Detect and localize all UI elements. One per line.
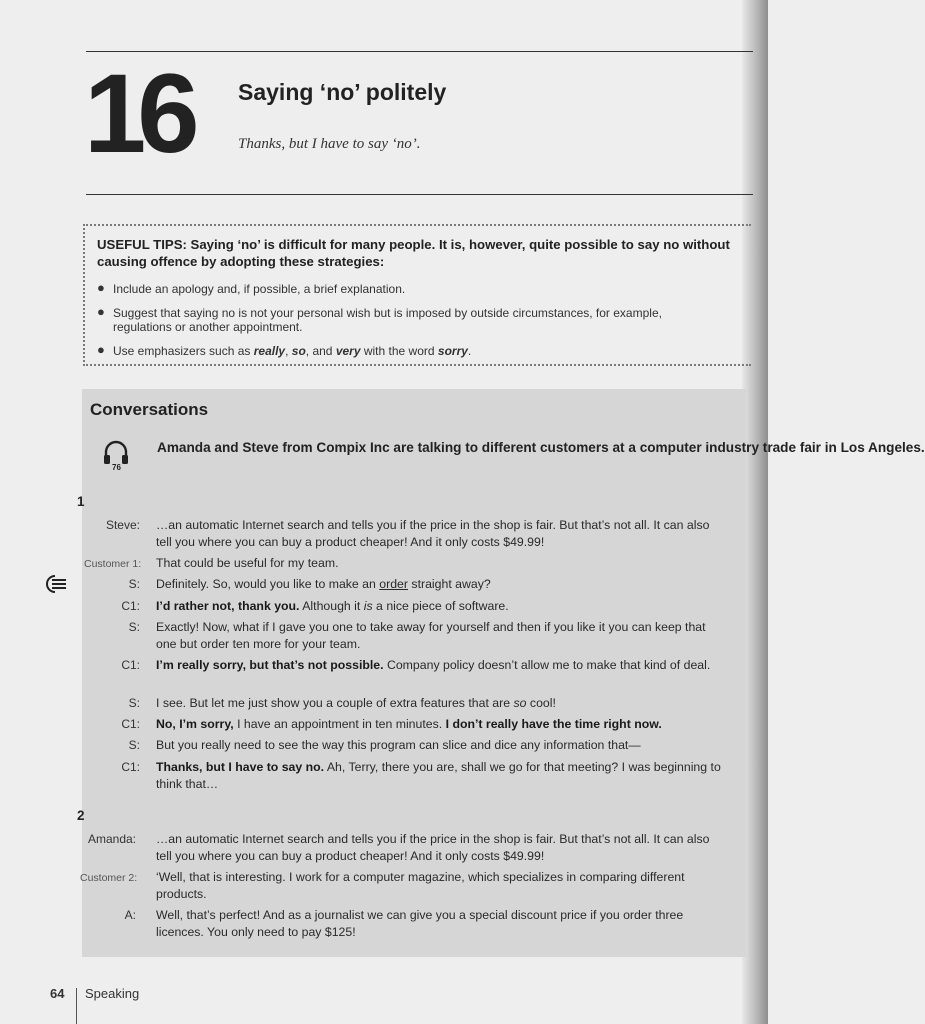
speaker-label: Amanda:	[87, 832, 136, 846]
speaker-label: Customer 1:	[84, 558, 142, 570]
chapter-subtitle: Thanks, but I have to say ‘no’.	[238, 136, 421, 152]
dialogue-line: No, I’m sorry, I have an appointment in ten minutes. I don’t really have the time right now.	[156, 717, 662, 731]
tip-item	[97, 344, 717, 358]
dialogue-line: Definitely. So, would you like to make an order straight away?	[156, 577, 491, 591]
tip-text: Use emphasizers such as really, so, and very with the word sorry.	[113, 344, 472, 358]
speaker-label: S:	[128, 738, 140, 752]
conversations-heading: Conversations	[90, 400, 209, 419]
bullet-icon: ●	[97, 280, 105, 295]
bullet-icon: ●	[97, 342, 105, 357]
conversation-number: 1	[77, 494, 85, 509]
speaker-label: Steve:	[105, 518, 140, 532]
dialogue-line: That could be useful for my team.	[156, 556, 339, 570]
dialogue-line: Exactly! Now, what if I gave you one to take away for yourself and then if you like it you can keep that one but order ten more for your team.	[156, 620, 706, 651]
footer-section-label: Speaking	[85, 986, 140, 1001]
chapter-title: Saying ‘no’ politely	[238, 79, 447, 105]
useful-tips-box	[83, 224, 751, 366]
speaker-label: S:	[128, 696, 140, 710]
speaker-label: Customer 2:	[80, 872, 138, 884]
dialogue-line: I’d rather not, thank you. Although it is a nice piece of software.	[156, 599, 509, 613]
chapter-number: 16	[84, 51, 191, 176]
page-number: 64	[50, 986, 65, 1001]
tip-text: Include an apology and, if possible, a brief explanation.	[113, 282, 406, 296]
dialogue-line: ‘Well, that is interesting. I work for a computer magazine, which specializes in comparing different products.	[156, 870, 685, 901]
tip-text: Suggest that saying no is not your personal wish but is imposed by outside circumstances, for example, regulations or another appointment.	[113, 306, 662, 334]
dialogue-line: …an automatic Internet search and tells you if the price in the shop is fair. But that’s not all. It can also tell you where you can buy a product cheaper! And it only costs $49.99!	[156, 832, 710, 863]
audio-track-number: 76	[112, 463, 121, 472]
conversations-intro: Amanda and Steve from Compix Inc are talking to different customers at a computer industry trade fair in Los Angeles.	[157, 440, 925, 455]
tip-item	[97, 306, 717, 334]
dialogue-line: I’m really sorry, but that’s not possible. Company policy doesn’t allow me to make that kind of deal.	[156, 658, 711, 672]
tip-item	[97, 282, 717, 296]
speaker-label: C1:	[121, 658, 140, 672]
dialogue-text-icon	[46, 575, 68, 593]
conversation-number: 2	[77, 808, 85, 823]
speaker-label: C1:	[121, 717, 140, 731]
dialogue-line: Well, that’s perfect! And as a journalist we can give you a special discount price if you order three licences. You only need to pay $125!	[156, 908, 684, 939]
dialogue-line: But you really need to see the way this program can slice and dice any information that—	[156, 738, 641, 752]
tips-heading: USEFUL TIPS: Saying ‘no’ is difficult for many people. It is, however, quite possible to say no without causing offence by adopting these strategies:	[97, 237, 730, 269]
footer-divider	[76, 988, 77, 1024]
speaker-label: A:	[124, 908, 136, 922]
speaker-label: S:	[128, 620, 140, 634]
dialogue-line: …an automatic Internet search and tells you if the price in the shop is fair. But that’s not all. It can also tell you where you can buy a product cheaper! And it only costs $49.99!	[156, 518, 710, 549]
speaker-label: C1:	[121, 760, 140, 774]
speaker-label: S:	[128, 577, 140, 591]
dialogue-line: Thanks, but I have to say no. Ah, Terry, there you are, shall we go for that meeting? I was beginning to think that…	[156, 760, 721, 791]
speaker-label: C1:	[121, 599, 140, 613]
bullet-icon: ●	[97, 304, 105, 319]
dialogue-line: I see. But let me just show you a couple of extra features that are so cool!	[156, 696, 556, 710]
header-bottom-rule	[86, 194, 753, 195]
